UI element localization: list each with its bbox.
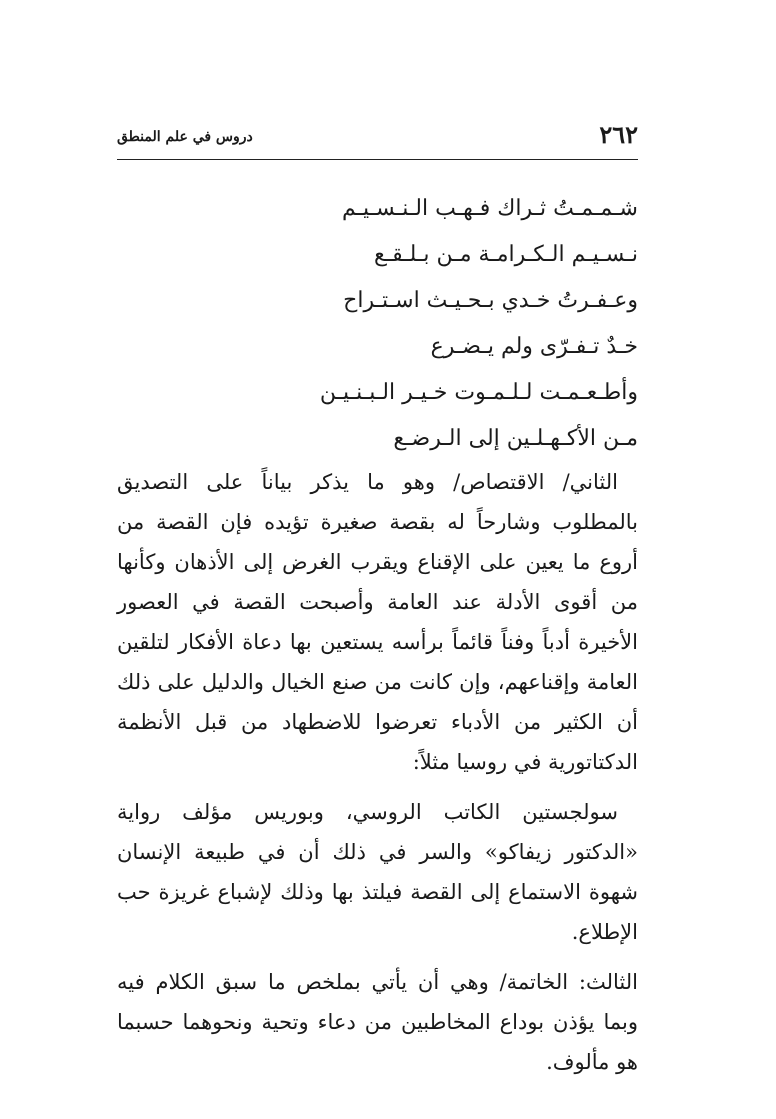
running-title: دروس في علم المنطق	[117, 129, 253, 145]
paragraph-example: سولجستين الكاتب الروسي، وبوريس مؤلف رواية «الدكتور زيفاكو» والسر في ذلك أن في طبيعة الإنسان شهوة الاستماع إلى القصة فيلتذ بها وذلك لإشباع غريزة حب الإطلاع.	[117, 800, 638, 944]
body-text	[117, 462, 638, 1092]
header-divider	[117, 159, 638, 160]
page-header	[117, 122, 638, 152]
paragraph-khatima: الثالث: الخاتمة/ وهي أن يأتي بملخص ما سبق الكلام فيه وبما يؤذن بوداع المخاطبين من دعاء وتحية ونحوهما حسبما هو مألوف.	[117, 970, 638, 1074]
poem-verses	[117, 186, 638, 462]
paragraph-iqtisas: الثاني/ الاقتصاص/ وهو ما يذكر بياناً على التصديق بالمطلوب وشارحاً له بقصة صغيرة تؤيده فإن القصة من أروع ما يعين على الإقناع ويقرب الغرض إلى الأذهان وكأنها من أقوى الأدلة عند العامة وأصبحت القصة في العصور الأخيرة أدباً وفناً قائماً برأسه يستعين بها دعاة الأفكار لتلقين العامة وإقناعهم، وإن كانت من صنع الخيال والدليل على ذلك أن الكثير من الأدباء تعرضوا للاضطهاد من قبل الأنظمة الدكتاتورية في روسيا مثلاً:	[117, 470, 638, 774]
verse-line: وعـفـرتُ خـدي بـحـيـث اسـتـراح	[343, 288, 638, 313]
verse-line: خـدٌ تـفـرّى ولم يـضـرع	[430, 334, 638, 359]
verse-line: شـمـمـتُ ثـراك فـهـب الـنـسـيـم	[341, 196, 638, 221]
verse-line: مـن الأكـهـلـين إلى الـرضـع	[393, 426, 638, 451]
page-number: ٢٦٢	[599, 120, 638, 149]
verse-line: نـسـيـم الـكـرامـة مـن بـلـقـع	[373, 242, 638, 267]
verse-line: وأطـعـمـت لـلـمـوت خـيـر الـبـنـيـن	[319, 380, 638, 405]
